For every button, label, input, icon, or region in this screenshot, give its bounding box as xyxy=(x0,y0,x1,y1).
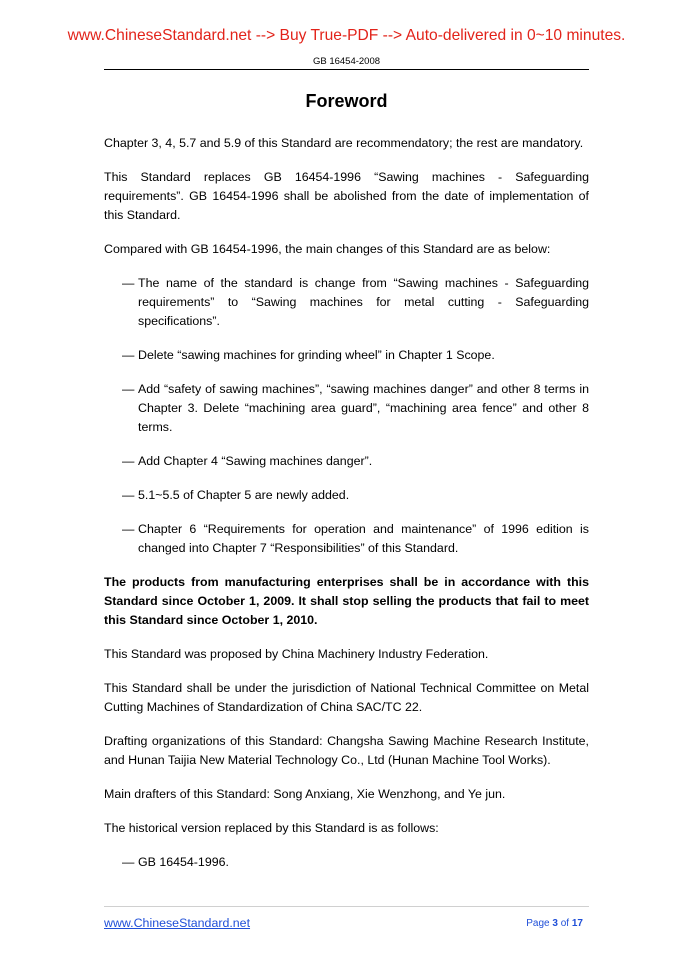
page-label: Page xyxy=(526,918,550,929)
paragraph-historical-intro: The historical version replaced by this Standard is as follows: xyxy=(104,821,439,835)
page-of-label: of xyxy=(560,918,570,929)
dash-marker: — xyxy=(122,276,135,290)
change-text: Delete “sawing machines for grinding wheel” in Chapter 1 Scope. xyxy=(138,348,495,362)
promo-banner[interactable]: www.ChineseStandard.net --> Buy True-PDF --> Auto-delivered in 0~10 minutes. xyxy=(67,27,626,44)
paragraph-drafting-organizations: Drafting organizations of this Standard: Changsha Sawing Machine Research Institute, and Hunan Taijia New Material Technology Co., Ltd (Hunan Machine Tool Works). xyxy=(104,734,589,767)
footer-divider xyxy=(104,906,589,907)
change-item xyxy=(122,452,589,471)
change-item xyxy=(122,520,589,558)
bold-notice: The products from manufacturing enterprises shall be in accordance with this Standard since October 1, 2009. It shall stop selling the products that fail to meet this Standard since October 1, 2010. xyxy=(104,575,589,627)
historical-version-item xyxy=(122,853,589,872)
page-number xyxy=(526,918,583,929)
change-text: The name of the standard is change from “Sawing machines - Safeguarding requirements” to “Sawing machines for metal cutting - Safeguarding specifications”. xyxy=(138,276,589,328)
paragraph-jurisdiction: This Standard shall be under the jurisdiction of National Technical Committee on Metal Cutting Machines of Standardization of China SAC/TC 22. xyxy=(104,681,589,714)
change-item xyxy=(122,274,589,331)
dash-marker: — xyxy=(122,382,135,396)
change-text: Add “safety of sawing machines”, “sawing machines danger” and other 8 terms in Chapter 3. Delete “machining area guard”, “machining area fence” and other 8 terms. xyxy=(138,382,589,434)
change-item xyxy=(122,346,589,365)
document-body xyxy=(104,134,589,887)
paragraph-replaces: This Standard replaces GB 16454-1996 “Sawing machines - Safeguarding requirements”. GB 16454-1996 shall be abolished from the date of implementation of this Standard. xyxy=(104,170,589,222)
change-text: 5.1~5.5 of Chapter 5 are newly added. xyxy=(138,488,350,502)
paragraph-drafters: Main drafters of this Standard: Song Anxiang, Xie Wenzhong, and Ye jun. xyxy=(104,787,506,801)
dash-marker: — xyxy=(122,855,135,869)
change-item xyxy=(122,380,589,437)
page-total: 17 xyxy=(571,918,583,929)
change-item xyxy=(122,486,589,505)
dash-marker: — xyxy=(122,348,135,362)
dash-marker: — xyxy=(122,522,135,536)
footer-website-link[interactable]: www.ChineseStandard.net xyxy=(104,916,251,930)
dash-marker: — xyxy=(122,488,135,502)
change-text: Chapter 6 “Requirements for operation and maintenance” of 1996 edition is changed into Chapter 7 “Responsibilities” of this Standard. xyxy=(138,522,589,555)
paragraph-recommendatory: Chapter 3, 4, 5.7 and 5.9 of this Standard are recommendatory; the rest are mandatory. xyxy=(104,136,584,150)
paragraph-changes-intro: Compared with GB 16454-1996, the main changes of this Standard are as below: xyxy=(104,242,551,256)
paragraph-proposed-by: This Standard was proposed by China Machinery Industry Federation. xyxy=(104,647,489,661)
header-divider xyxy=(104,69,589,70)
page-title: Foreword xyxy=(305,91,388,111)
change-text: Add Chapter 4 “Sawing machines danger”. xyxy=(138,454,373,468)
historical-version-text: GB 16454-1996. xyxy=(138,855,229,869)
standard-code-header: GB 16454-2008 xyxy=(312,56,381,67)
dash-marker: — xyxy=(122,454,135,468)
page-current: 3 xyxy=(552,918,558,929)
